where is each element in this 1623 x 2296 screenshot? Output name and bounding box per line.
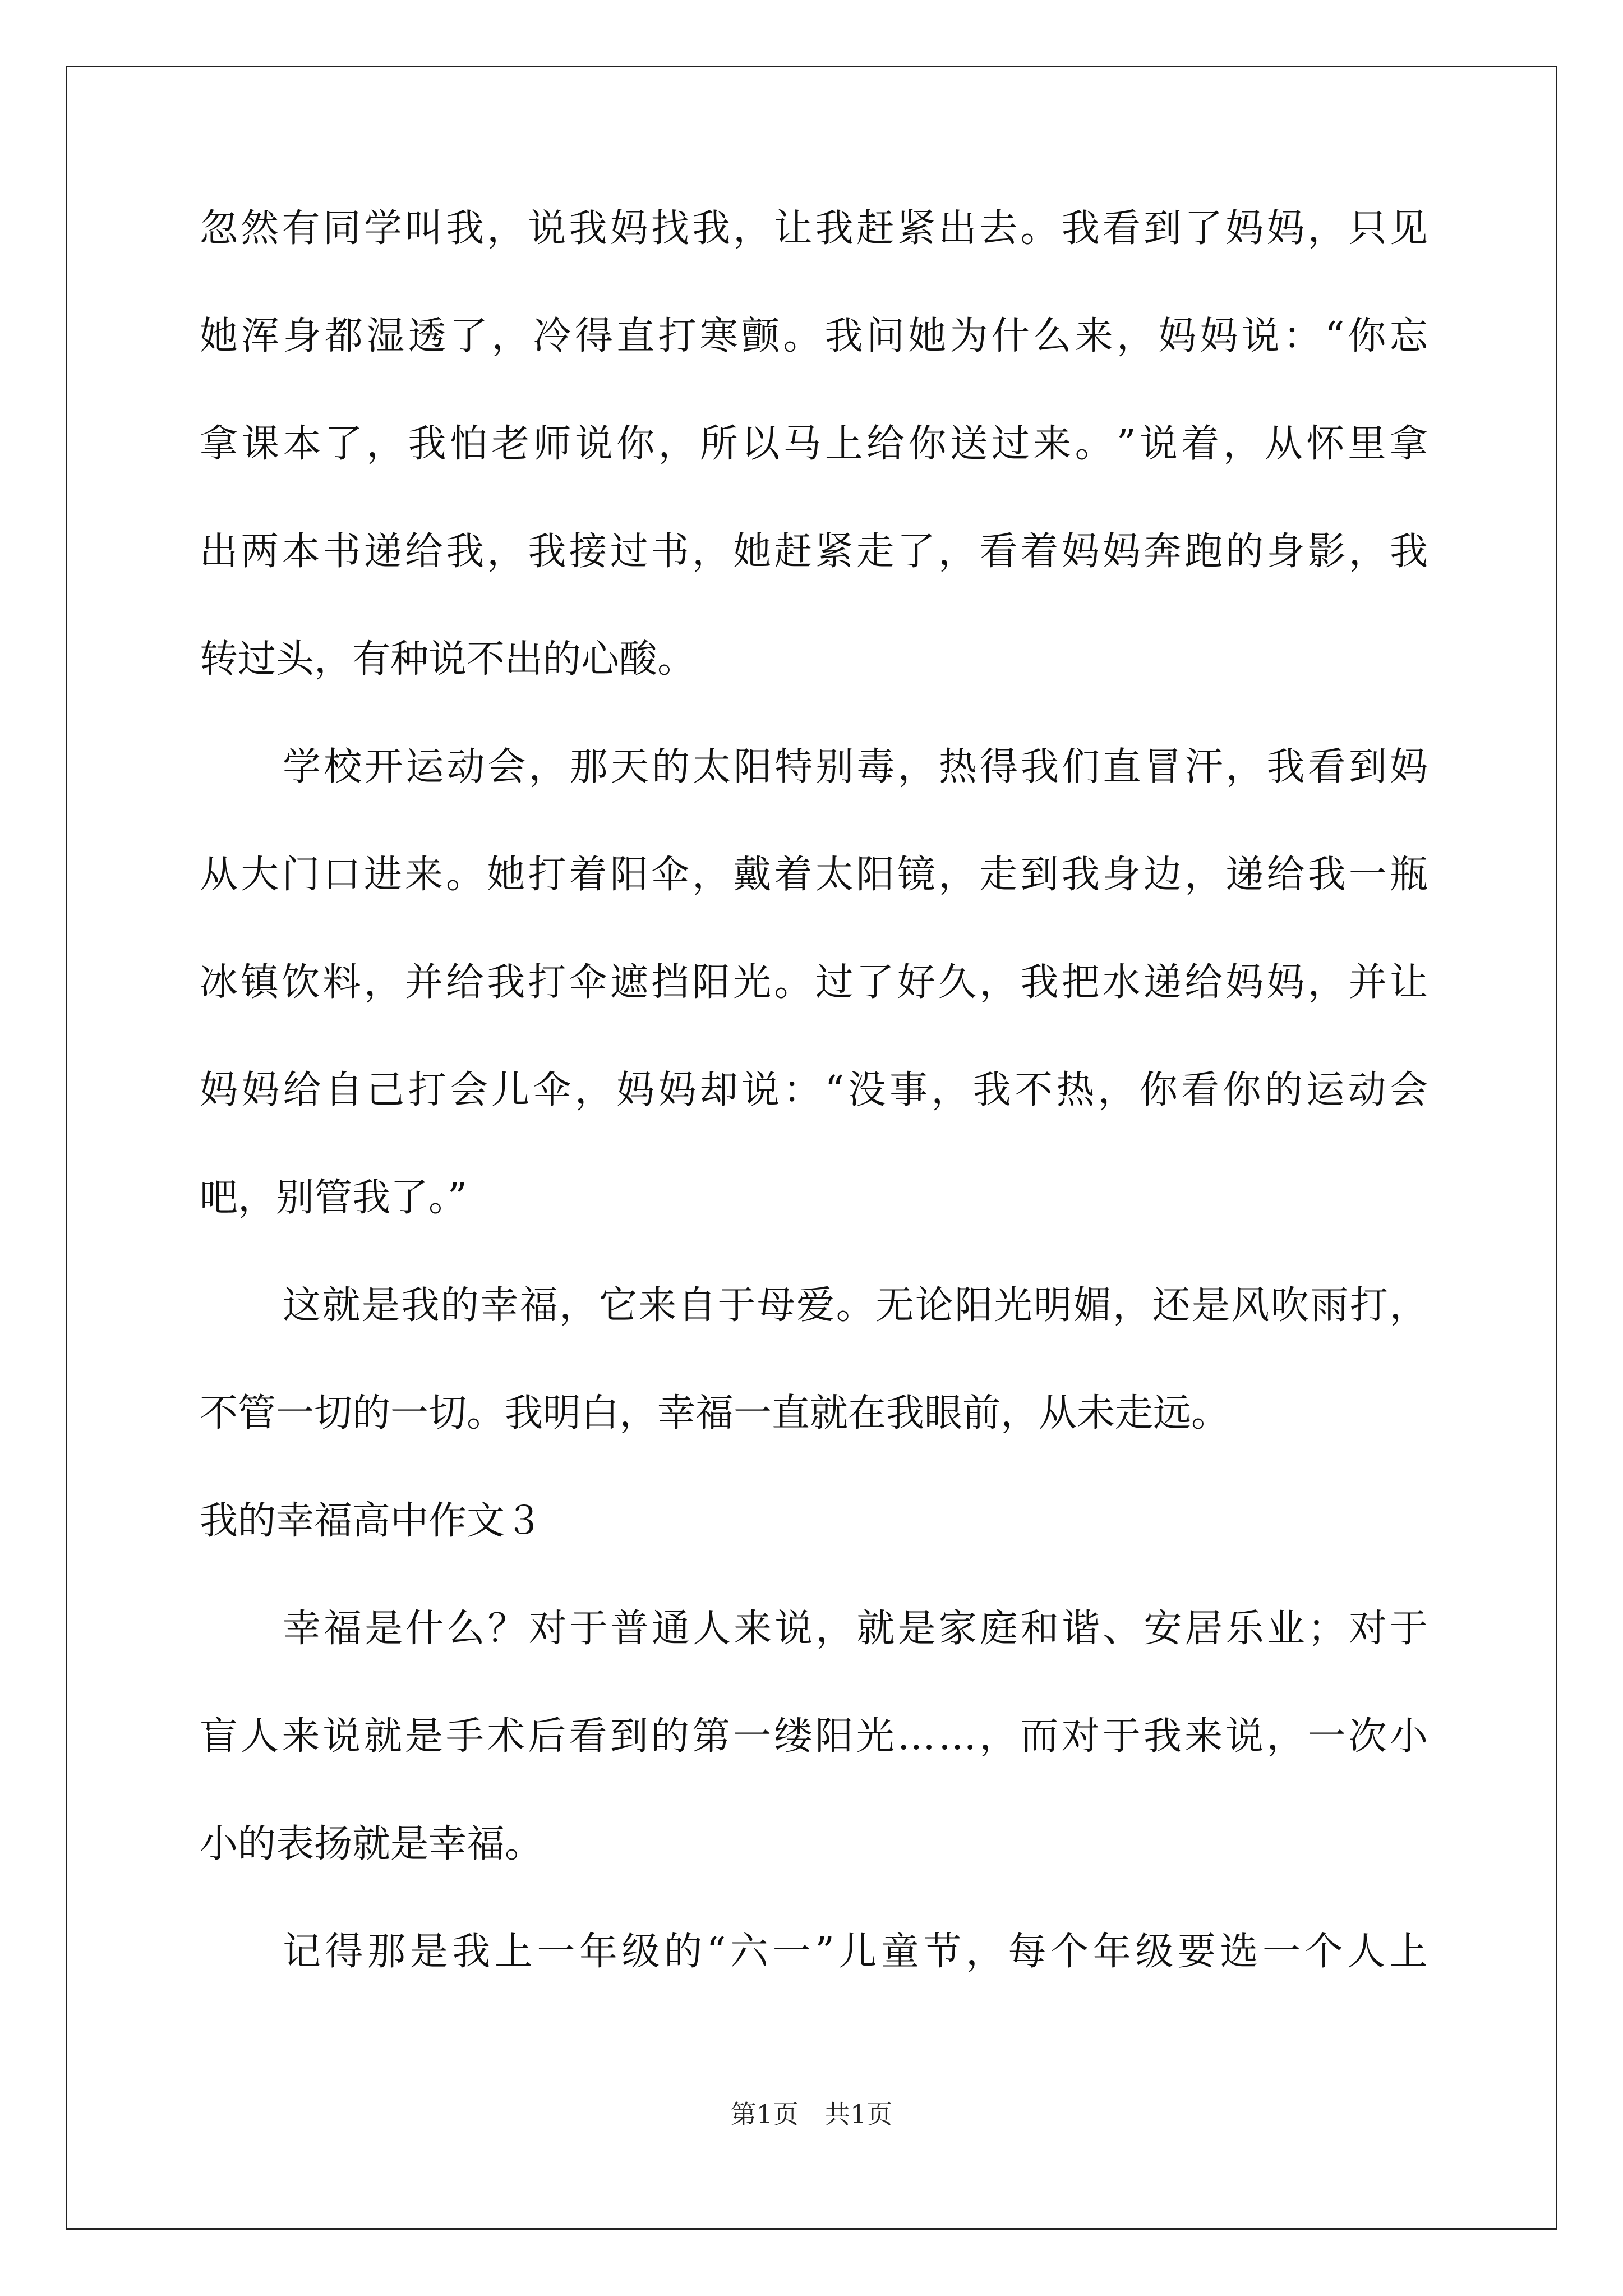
text-line: 妈 妈 给 自 己 打 会 儿 伞 ， 妈 妈 却 说 ： “ 没 事 ， 我 不 热 ， 你 看 你 的 运 动 会 (200, 1068, 1428, 1112)
paragraph-1 (200, 201, 1428, 739)
page-footer: 第1页 共1页 (730, 2099, 893, 2129)
paragraph-4 (200, 1601, 1428, 1924)
text-line: 拿 课 本 了 ， 我 怕 老 师 说 你 ， 所 以 马 上 给 你 送 过 来 。 ” 说 着 ， 从 怀 里 拿 (200, 422, 1428, 466)
text-line: 小的表扬就是幸福。 (200, 1822, 543, 1866)
text-line: 不管一切的一切。我明白，幸福一直就在我眼前，从未走远。 (200, 1391, 1230, 1435)
paragraph-5 (200, 1924, 1428, 2032)
text-line: 转过头，有种说不出的心酸。 (200, 637, 696, 682)
text-line: 幸 福 是 什 么 ？ 对 于 普 通 人 来 说 ， 就 是 家 庭 和 谐 、 安 居 乐 业 ； 对 于 (283, 1607, 1428, 1651)
section-heading: 我的幸福高中作文３ (200, 1499, 543, 1543)
paragraph-3 (200, 1278, 1428, 1493)
document-body (200, 201, 1428, 2032)
text-line: 冰 镇 饮 料 ， 并 给 我 打 伞 遮 挡 阳 光 。 过 了 好 久 ， 我 把 水 递 给 妈 妈 ， 并 让 (200, 960, 1428, 1005)
text-line: 这 就 是 我 的 幸 福 ， 它 来 自 于 母 爱 。 无 论 阳 光 明 媚 ， 还 是 风 吹 雨 打 ， (283, 1283, 1428, 1328)
text-line: 学 校 开 运 动 会 ， 那 天 的 太 阳 特 别 毒 ， 热 得 我 们 直 冒 汗 ， 我 看 到 妈 (283, 745, 1428, 789)
text-line: 忽 然 有 同 学 叫 我 ， 说 我 妈 找 我 ， 让 我 赶 紧 出 去 。 我 看 到 了 妈 妈 ， 只 见 (200, 206, 1428, 251)
text-line: 从 大 门 口 进 来 。 她 打 着 阳 伞 ， 戴 着 太 阳 镜 ， 走 到 我 身 边 ， 递 给 我 一 瓶 (200, 853, 1428, 897)
text-line: 盲 人 来 说 就 是 手 术 后 看 到 的 第 一 缕 阳 光 … … ， 而 对 于 我 来 说 ， 一 次 小 (200, 1714, 1428, 1759)
text-line: 吧，别管我了。” (200, 1176, 467, 1220)
paragraph-2 (200, 739, 1428, 1278)
text-line: 她 浑 身 都 湿 透 了 ， 冷 得 直 打 寒 颤 。 我 问 她 为 什 么 来 ， 妈 妈 说 ： “ 你 忘 (200, 314, 1428, 358)
text-line: 记 得 那 是 我 上 一 年 级 的 “ 六 一 ” 儿 童 节 ， 每 个 年 级 要 选 一 个 人 上 (283, 1930, 1428, 1974)
text-line: 出 两 本 书 递 给 我 ， 我 接 过 书 ， 她 赶 紧 走 了 ， 看 着 妈 妈 奔 跑 的 身 影 ， 我 (200, 530, 1428, 574)
